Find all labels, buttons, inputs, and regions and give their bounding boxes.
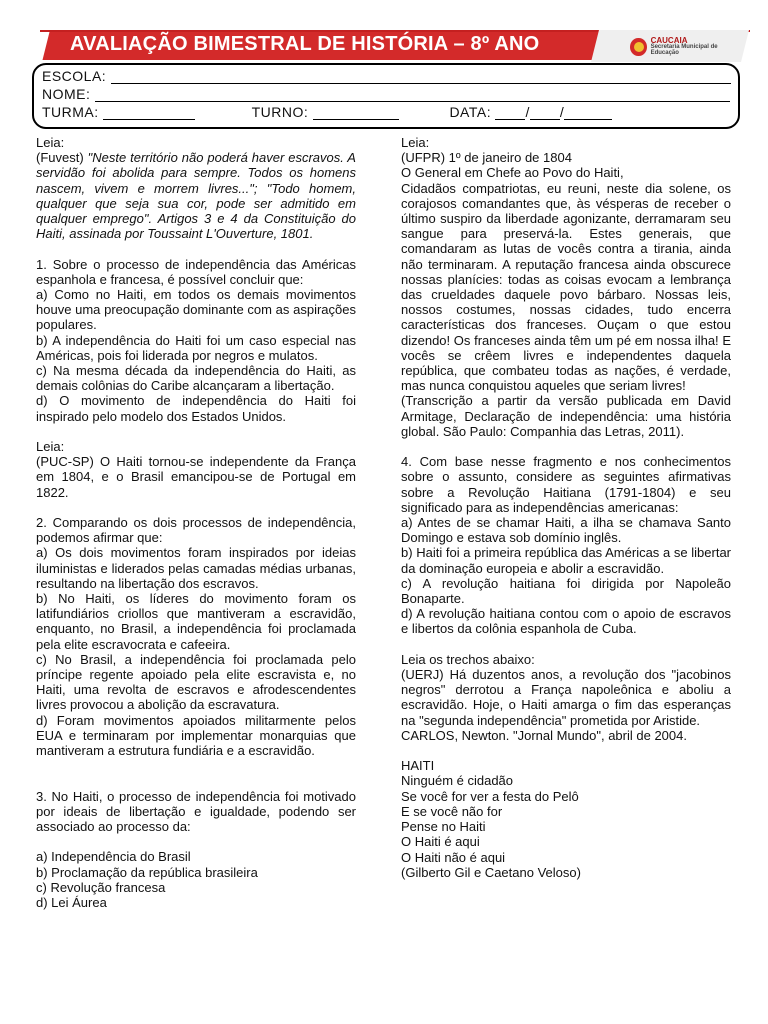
logo-text: CAUCAIA <box>650 36 688 45</box>
poem-author: (Gilberto Gil e Caetano Veloso) <box>401 864 581 880</box>
q1-option-c[interactable]: c) Na mesma década da independência do Haiti, as demais colônias do Caribe alcançaram a libertação. <box>36 363 356 394</box>
logo-subtitle: Secretaria Municipal de Educação <box>650 44 718 56</box>
q2-option-b[interactable]: b) No Haiti, os líderes do movimento foram os latifundiários criollos que mantiveram a escravidão, enquanto, no Brasil, a independência foi proclamada pela elite escravocrata e cafeeira. <box>36 591 356 652</box>
data-year-field[interactable] <box>564 107 612 120</box>
turma-field[interactable] <box>103 107 195 120</box>
q5-citation: CARLOS, Newton. "Jornal Mundo", abril de 2004. <box>401 727 687 743</box>
poem-title: HAITI <box>401 758 435 774</box>
q1-option-d[interactable]: d) O movimento de independência do Haiti foi inspirado pelo modelo dos Estados Unidos. <box>36 393 356 424</box>
q5-leia: Leia os trechos abaixo: <box>401 651 535 667</box>
q4-option-d[interactable]: d) A revolução haitiana contou com o apoio de escravos e libertos da colônia espanhola de Cuba. <box>401 606 731 637</box>
poem-line-2: Se você for ver a festa do Pelô <box>401 788 579 804</box>
q2-option-a[interactable]: a) Os dois movimentos foram inspirados por ideias iluministas e liderados pelas camadas médias urbanas, resultando na libertação dos escravos. <box>36 545 356 591</box>
q1-source: (Fuvest) <box>36 150 84 166</box>
nome-row <box>42 86 730 102</box>
q2-text: (PUC-SP) O Haiti tornou-se independente da França em 1804, e o Brasil emancipou-se de Portugal em 1822. <box>36 454 356 500</box>
turno-label: TURNO: <box>251 104 309 120</box>
q3-stem: 3. No Haiti, o processo de independência foi motivado por ideais de libertação e igualdade, podendo ser associado ao processo da: <box>36 788 356 835</box>
seal-icon <box>630 38 647 56</box>
data-month-field[interactable] <box>530 107 560 120</box>
poem-line-6: O Haiti não é aqui <box>401 849 506 865</box>
right-column <box>401 135 731 880</box>
turno-field[interactable] <box>313 107 399 120</box>
q2-option-d[interactable]: d) Foram movimentos apoiados militarmente pelos EUA e terminaram por implementar monarquias que mantiveram a estrutura fundiária e a escravidão. <box>36 712 356 759</box>
q1-leia: Leia: <box>36 135 65 150</box>
q3-option-a[interactable]: a) Independência do Brasil <box>36 849 191 865</box>
escola-row <box>42 68 731 84</box>
exam-title: AVALIAÇÃO BIMESTRAL DE HISTÓRIA – 8º ANO <box>70 33 540 55</box>
poem-line-4: Pense no Haiti <box>401 819 486 835</box>
q3-option-b[interactable]: b) Proclamação da república brasileira <box>36 864 258 880</box>
q2-leia: Leia: <box>36 439 65 455</box>
data-day-field[interactable] <box>495 107 525 120</box>
turma-row: TURMA: TURNO: DATA: / / <box>42 104 612 120</box>
q4-stem: 4. Com base nesse fragmento e nos conhecimentos sobre o assunto, considere as seguintes afirmativas sobre a Revolução Haitiana (1791-1804) e seu significado para as independências americanas: <box>401 454 731 515</box>
poem-line-5: O Haiti é aqui <box>401 834 480 850</box>
q1-quote: "Neste território não poderá haver escravos. A servidão foi abolida para sempre. Todos os homens nascem, vivem e morrem livres..."; "Todo homem, qualquer que seja sua cor, pode ser admitido em qualquer emprego". Artigos 3 e 4 da Constituição do Haiti, assinada por Toussaint L'Ouverture, 1801. <box>36 150 356 242</box>
q2-option-c[interactable]: c) No Brasil, a independência foi proclamada pelo príncipe regente apoiado pela elite escravista e, no Haiti, uma revolta de escravos e afrodescendentes livres provocou a abolição da escravatura. <box>36 651 356 713</box>
q1-stem: 1. Sobre o processo de independência das Américas espanhola e francesa, é possível concluir que: <box>36 256 356 287</box>
poem-line-1: Ninguém é cidadão <box>401 773 514 789</box>
data-label: DATA: <box>449 104 492 120</box>
q4-text: (UFPR) 1º de janeiro de 1804 O General em Chefe ao Povo do Haiti, Cidadãos compatriotas, eu reuni, neste dia solene, os corajosos comandantes que, às vésperas de receber o último suspiro da liberdade agonizante, derramaram seu sangue para preservá-la. Estes generais, que comandaram as lutas de vocês contra a tirania, ainda não terminaram. A reputação francesa ainda obscurece nossas planícies: todas as coisas evocam a lembrança das crueldades daquele povo bárbaro. Nossas leis, nossos costumes, nossas cidades, tudo encerra características dos franceses. Ouçam o que estou dizendo! Os franceses ainda têm um pé em nossa ilha! E vocês se crêem livres e independentes daquela república, que combateu todas as nações, é verdade, mas nunca conquistou aqueles que seriam livres! (Transcrição a partir da versão publicada em David Armitage, Declaração de independência: uma história global. São Paulo: Companhia das Letras, 2011). <box>401 150 731 439</box>
q4-option-c[interactable]: c) A revolução haitiana foi dirigida por Napoleão Bonaparte. <box>401 575 731 607</box>
q1-text <box>36 150 356 241</box>
poem-line-3: E se você não for <box>401 803 503 819</box>
q2-stem: 2. Comparando os dois processos de independência, podemos afirmar que: <box>36 515 356 546</box>
nome-field[interactable] <box>95 89 730 102</box>
escola-label: ESCOLA: <box>42 68 107 84</box>
q3-option-d[interactable]: d) Lei Áurea <box>36 895 107 911</box>
q1-option-b[interactable]: b) A independência do Haiti foi um caso especial nas Américas, pois foi liderada por negros e mulatos. <box>36 332 356 363</box>
q4-option-b[interactable]: b) Haiti foi a primeira república das Américas a se libertar da dominação europeia e abolir a escravidão. <box>401 545 731 576</box>
left-column <box>36 135 356 910</box>
q3-option-c[interactable]: c) Revolução francesa <box>36 879 166 895</box>
student-info-box <box>32 63 740 129</box>
q5-text: (UERJ) Há duzentos anos, a revolução dos "jacobinos negros" derrotou a França napoleônica e aboliu a escravidão. Hoje, o Haiti amarga o fim das esperanças na "segunda independência" prometida por Aristide. <box>401 667 731 728</box>
nome-label: NOME: <box>42 86 91 102</box>
q4-leia: Leia: <box>401 135 430 150</box>
turma-label: TURMA: <box>42 104 99 120</box>
q1-option-a[interactable]: a) Como no Haiti, em todos os demais movimentos houve uma preocupação dominante com as aspirações populares. <box>36 287 356 333</box>
escola-field[interactable] <box>111 71 731 84</box>
caucaia-logo <box>630 36 740 58</box>
q4-option-a[interactable]: a) Antes de se chamar Haiti, a ilha se chamava Santo Domingo e estava sob domínio inglês. <box>401 515 731 546</box>
